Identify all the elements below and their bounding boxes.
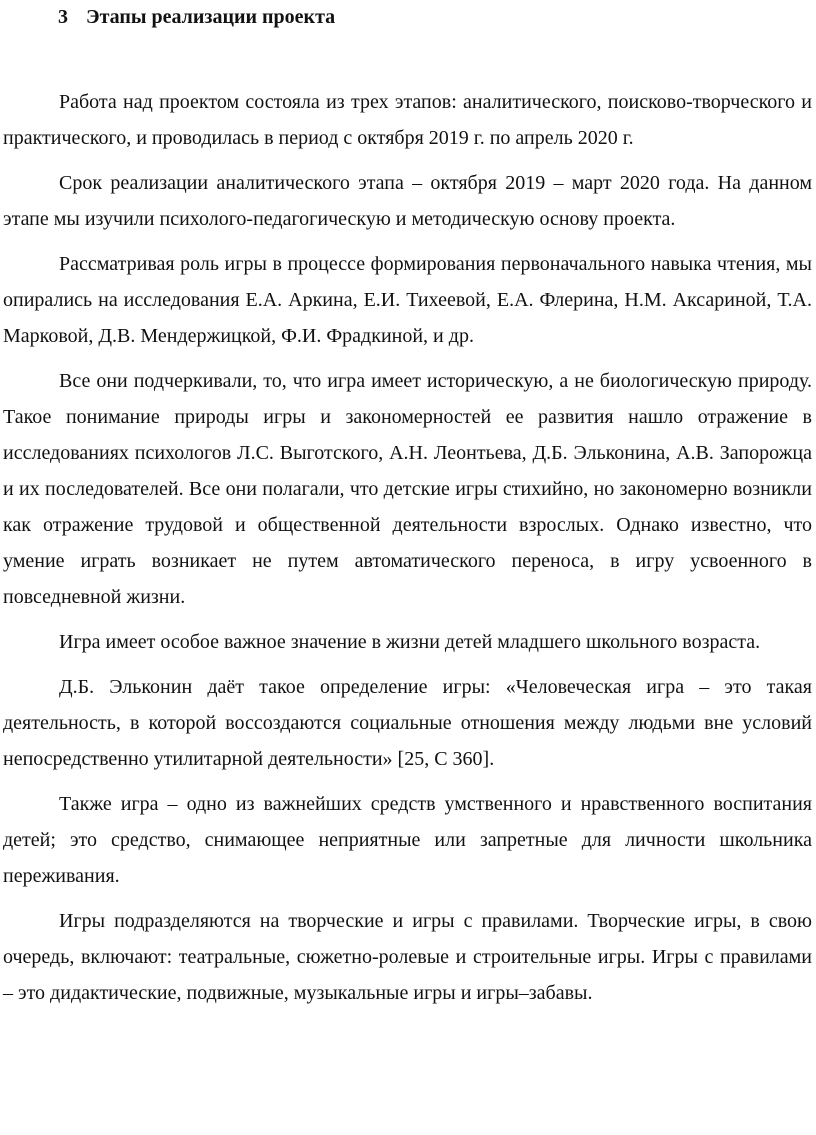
section-heading: [58, 6, 812, 28]
paragraph-elkonin-definition: Д.Б. Эльконин даёт такое определение игры: «Человеческая игра – это такая деятельность, в которой воссоздаются социальные отношения между людьми вне условий непосредственно утилитарной деятельности» [25, С 360].: [3, 676, 812, 770]
paragraph-importance-of-play: Игра имеет особое важное значение в жизни детей младшего школьного возраста.: [59, 631, 761, 653]
section-number: 3: [58, 6, 68, 28]
paragraph-stages-overview: Работа над проектом состояла из трех этапов: аналитического, поисково-творческого и практического, и проводилась в период с октября 2019 г. по апрель 2020 г.: [3, 91, 812, 149]
paragraph-nature-of-play: Все они подчеркивали, то, что игра имеет историческую, а не биологическую природу. Такое понимание природы игры и закономерностей ее развития нашло отражение в исследованиях психологов Л.С. Выготского, А.Н. Леонтьева, Д.Б. Эльконина, А.В. Запорожца и их последователей. Все они полагали, что детские игры стихийно, но закономерно возникли как отражение трудовой и общественной деятельности взрослых. Однако известно, что умение играть возникает не путем автоматического переноса, в игру усвоенного в повседневной жизни.: [3, 370, 812, 608]
paragraph-analytical-stage: Срок реализации аналитического этапа – октября 2019 – март 2020 года. На данном этапе мы изучили психолого-педагогическую и методическую основу проекта.: [3, 172, 812, 230]
paragraph-types-of-games: Игры подразделяются на творческие и игры с правилами. Творческие игры, в свою очередь, включают: театральные, сюжетно-ролевые и строительные игры. Игры с правилами – это дидактические, подвижные, музыкальные игры и игры–забавы.: [3, 910, 812, 1004]
section-title: Этапы реализации проекта: [86, 6, 336, 28]
paragraph-research-references: Рассматривая роль игры в процессе формирования первоначального навыка чтения, мы опирались на исследования Е.А. Аркина, Е.И. Тихеевой, Е.А. Флерина, Н.М. Аксариной, Т.А. Марковой, Д.В. Мендержицкой, Ф.И. Фрадкиной, и др.: [3, 253, 812, 347]
paragraph-play-as-education: Также игра – одно из важнейших средств умственного и нравственного воспитания детей; это средство, снимающее неприятные или запретные для личности школьника переживания.: [3, 793, 812, 887]
